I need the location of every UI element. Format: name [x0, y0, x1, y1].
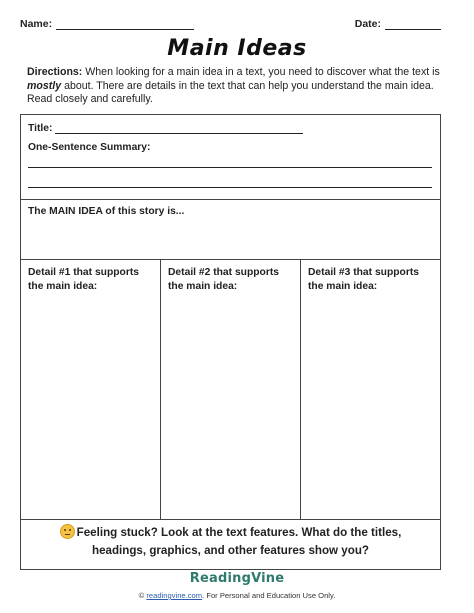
- directions-text: [27, 66, 447, 107]
- directions-body-start: When looking for a main idea in a text, you need to discover what the text is: [82, 66, 440, 78]
- tip-box: [20, 519, 441, 570]
- name-line[interactable]: [56, 19, 194, 30]
- main-idea-box[interactable]: [20, 199, 441, 260]
- website-link[interactable]: readingvine.com: [146, 591, 203, 600]
- detail-3-column[interactable]: [301, 260, 440, 520]
- detail-2-label: Detail #2 that supports the main idea:: [168, 267, 279, 292]
- summary-line-2[interactable]: [28, 187, 432, 188]
- detail-2-column[interactable]: [161, 260, 301, 520]
- tip-line-2: headings, graphics, and other features show you?: [91, 544, 369, 557]
- date-line[interactable]: [385, 19, 441, 30]
- name-field[interactable]: [20, 18, 194, 30]
- date-label: Date:: [354, 18, 381, 30]
- detail-1-label: Detail #1 that supports the main idea:: [28, 267, 139, 292]
- directions-lead: Directions:: [27, 66, 83, 78]
- thinking-face-icon: [60, 524, 75, 539]
- footer: [0, 591, 474, 600]
- detail-3-label: Detail #3 that supports the main idea:: [308, 267, 419, 292]
- copyright-symbol: ©: [138, 591, 145, 600]
- details-box: [20, 259, 441, 520]
- title-field[interactable]: [28, 123, 303, 134]
- detail-1-column[interactable]: [21, 260, 161, 520]
- title-summary-box: [20, 114, 441, 200]
- worksheet-title: Main Ideas: [167, 36, 307, 61]
- main-idea-label: The MAIN IDEA of this story is...: [28, 206, 185, 217]
- directions-body-end: about. There are details in the text that can help you understand the main idea. Read closely and carefully.: [27, 79, 434, 105]
- summary-line-1[interactable]: [28, 167, 432, 168]
- date-field[interactable]: [355, 18, 441, 30]
- footer-text: . For Personal and Education Use Only.: [202, 591, 336, 600]
- directions-emphasis: mostly: [27, 79, 62, 92]
- tip-text: [21, 524, 440, 560]
- summary-label: One-Sentence Summary:: [28, 142, 151, 153]
- title-line[interactable]: [55, 123, 303, 134]
- title-label: Title:: [28, 123, 53, 134]
- readingvine-logo: ReadingVine: [189, 571, 285, 586]
- tip-line-1: Feeling stuck? Look at the text features. What do the titles,: [76, 526, 402, 539]
- name-label: Name:: [20, 18, 53, 30]
